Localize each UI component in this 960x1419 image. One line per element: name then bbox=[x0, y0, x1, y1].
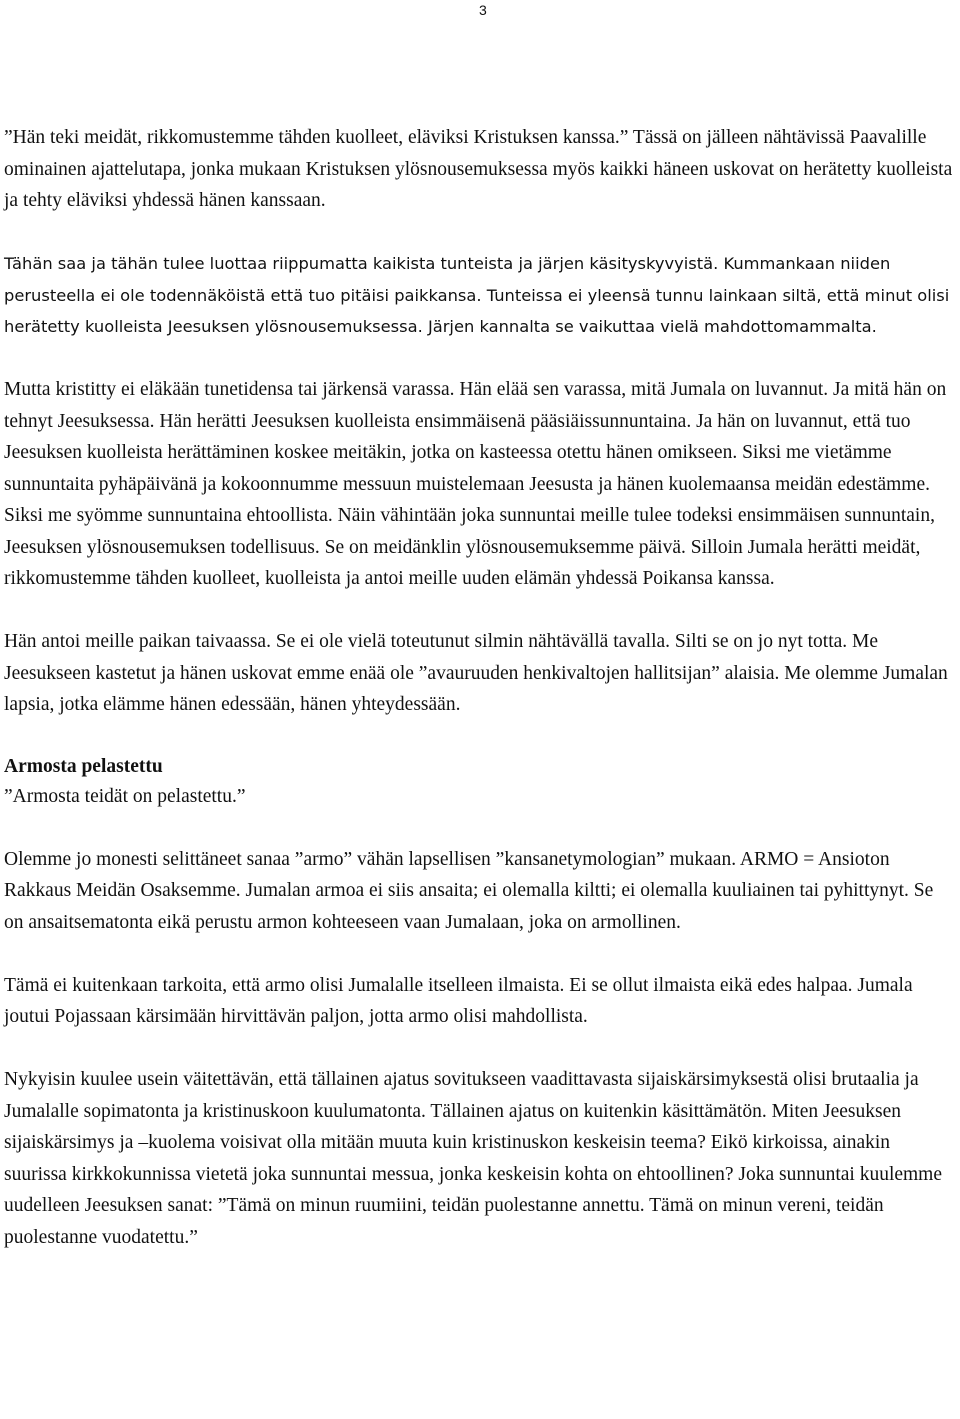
document-body bbox=[4, 122, 956, 1253]
paragraph-gap bbox=[4, 812, 956, 844]
paragraph-gap bbox=[4, 721, 956, 753]
page-number: 3 bbox=[479, 2, 487, 18]
paragraph-5: Olemme jo monesti selittäneet sanaa ”armo” vähän lapsellisen ”kansanetymologian” mukaan. ARMO = Ansioton Rakkaus Meidän Osaksemme. Jumalan armoa ei siis ansaita; ei olemalla kiltti; ei olemalla kuuliainen tai pyhittynyt. Se on ansaitsematonta eikä perustu armon kohteeseen vaan Jumalaan, joka on armollinen. bbox=[4, 848, 934, 933]
paragraph-gap bbox=[4, 938, 956, 970]
section-subquote: ”Armosta teidät on pelastettu.” bbox=[4, 786, 246, 807]
paragraph-6: Tämä ei kuitenkaan tarkoita, että armo olisi Jumalalle itselleen ilmaista. Ei se ollut ilmaista eikä edes halpaa. Jumala joutui Pojassaan kärsimään hirvittävän paljon, jotta armo olisi mahdollista. bbox=[4, 974, 913, 1027]
paragraph-gap bbox=[4, 343, 956, 375]
paragraph-3: Mutta kristitty ei eläkään tunetidensa tai järkensä varassa. Hän elää sen varassa, mitä Jumala on luvannut. Ja mitä hän on tehnyt Jeesuksessa. Hän herätti Jeesuksen kuolleista ensimmäisenä pääsiäissunnuntaina. Ja hän on luvannut, että tuo Jeesuksen kuolleista herättäminen koskee meitäkin, jotka on kasteessa otettu hänen omikseen. Siksi me vietämme sunnuntaita pyhäpäivänä ja kokoonnumme messuun muistelemaan Jeesusta ja hänen kuolemaansa meidän edestämme. Siksi me syömme sunnuntaina ehtoollista. Näin vähintään joka sunnuntai meille tulee todeksi ensimmäisen sunnuntain, Jeesuksen ylösnousemuksen todellisuus. Se on meidänklin ylösnousemuksemme päivä. Silloin Jumala herätti meidät, rikkomustemme tähden kuolleet, kuolleista ja antoi meille uuden elämän yhdessä Poikansa kanssa. bbox=[4, 379, 947, 589]
paragraph-4: Hän antoi meille paikan taivaassa. Se ei ole vielä toteutunut silmin nähtävällä tavalla. Silti se on jo nyt totta. Me Jeesukseen kastetut ja hänen uskovat emme enää ole ”avauruuden henkivaltojen hallitsijan” alaisia. Me olemme Jumalan lapsia, jotka elämme hänen edessään, hänen yhteydessään. bbox=[4, 631, 948, 715]
section-heading: Armosta pelastettu bbox=[4, 756, 163, 777]
paragraph-gap bbox=[4, 1033, 956, 1065]
paragraph-gap bbox=[4, 217, 956, 249]
paragraph-1: ”Hän teki meidät, rikkomustemme tähden kuolleet, eläviksi Kristuksen kanssa.” Tässä on jälleen nähtävissä Paavalille ominainen ajattelutapa, jonka mukaan Kristuksen ylösnousemuksessa myös kaikki häneen uskovat on herätetty kuolleista ja tehty eläviksi yhdessä hänen kanssaan. bbox=[4, 127, 953, 211]
paragraph-gap bbox=[4, 595, 956, 627]
paragraph-2: Tähän saa ja tähän tulee luottaa riippumatta kaikista tunteista ja järjen käsityskyvyistä. Kummankaan niiden perusteella ei ole todennäköistä että tuo pitäisi paikkansa. Tunteissa ei yleensä tunnu lainkaan siltä, että minut olisi herätetty kuolleista Jeesuksen ylösnousemuksessa. Järjen kannalta se vaikuttaa vielä mahdottomammalta. bbox=[4, 254, 950, 336]
paragraph-7: Nykyisin kuulee usein väitettävän, että tällainen ajatus sovitukseen vaadittavasta sijaiskärsimyksestä olisi brutaalia ja Jumalalle sopimatonta ja kristinuskoon kuulumatonta. Tällainen ajatus on kuitenkin käsittämätön. Miten Jeesuksen sijaiskärsimys ja –kuolema voisivat olla mitään muuta kuin kristinuskon keskeisin teema? Eikö kirkoissa, ainakin suurissa kirkkokunnissa vietetä joka sunnuntai messua, jonka keskeisin kohta on ehtoollinen? Joka sunnuntai kuulemme uudelleen Jeesuksen sanat: ”Tämä on minun ruumiini, teidän puolestanne annettu. Tämä on minun vereni, teidän puolestanne vuodatettu.” bbox=[4, 1069, 943, 1248]
